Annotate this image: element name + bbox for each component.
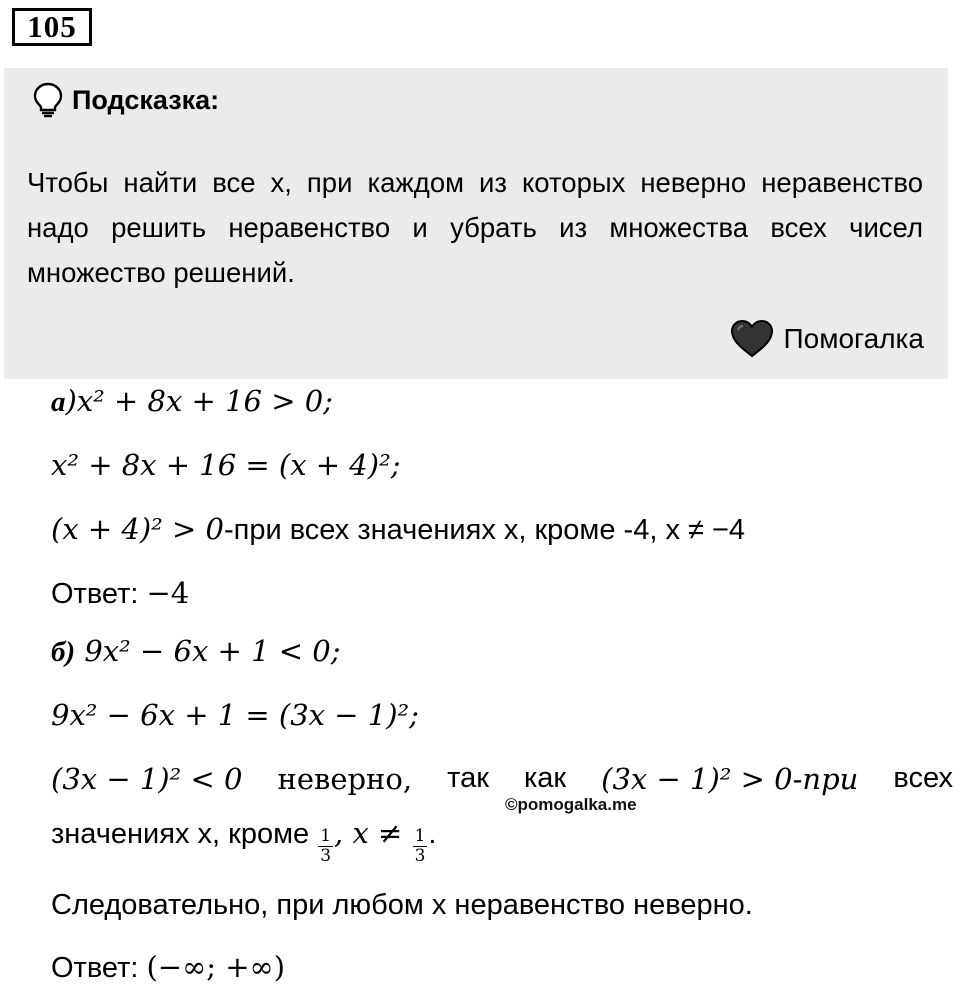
fraction-numerator: 1 [414, 826, 426, 846]
part-b-word: (3x − 1)² < 0 [51, 762, 243, 796]
part-b-label: б) [51, 636, 76, 668]
part-a-line-2 [51, 448, 960, 483]
fraction-denominator: 3 [320, 846, 332, 866]
part-b-word: неверно, [277, 762, 413, 796]
hint-header [32, 82, 219, 118]
part-a-inequality: )x² + 8x + 16 > 0; [65, 384, 333, 418]
part-b-word: всех [893, 762, 953, 794]
part-a-factorization: x² + 8x + 16 = (x + 4)²; [51, 448, 401, 482]
watermark: ©pomogalka.me [505, 795, 637, 814]
part-b-conclusion: Следовательно, при любом x неравенство неверно. [51, 889, 753, 921]
brand-label: Помогалка [783, 323, 924, 354]
part-a-line-3 [51, 512, 960, 547]
fraction-one-third [318, 827, 333, 866]
part-b-line-1 [51, 634, 960, 669]
hint-box [4, 68, 948, 379]
not-equal-sign: , x ≠ [334, 816, 412, 850]
heart-icon [730, 320, 774, 358]
problem-number: 105 [12, 8, 92, 46]
part-a-explanation: -при всех значениях x, кроме -4, x ≠ −4 [223, 514, 746, 546]
period: . [428, 818, 437, 850]
part-a-label: а [51, 386, 66, 418]
part-b-answer [51, 950, 960, 985]
part-b-line-4 [51, 816, 960, 866]
part-b-word: (3x − 1)² > 0-при [601, 762, 859, 796]
brand [730, 320, 924, 358]
part-b-word: как [523, 762, 567, 794]
fraction-denominator: 3 [414, 846, 426, 866]
hint-text: Чтобы найти все x, при каждом из которых неверно неравенство надо решить неравенство и убрать из множества всех чисел множество решений. [27, 167, 923, 288]
lightbulb-icon [32, 82, 64, 118]
part-b-answer-value: (−∞; +∞) [146, 950, 286, 984]
fraction-numerator: 1 [320, 826, 332, 846]
part-a-square-positive: (x + 4)² > 0 [51, 512, 224, 546]
part-b-line-3 [51, 762, 953, 796]
part-a-answer [51, 576, 960, 611]
part-b-line-2 [51, 698, 960, 733]
part-b-answer-label: Ответ: [51, 952, 147, 984]
hint-title: Подсказка: [72, 84, 220, 115]
part-a-answer-label: Ответ: [51, 578, 147, 610]
part-b-word: так [447, 762, 489, 794]
part-b-factorization: 9x² − 6x + 1 = (3x − 1)²; [51, 698, 419, 732]
part-a-answer-value: −4 [146, 576, 190, 610]
fraction-one-third [413, 827, 428, 866]
part-b-inequality: 9x² − 6x + 1 < 0; [75, 634, 341, 668]
part-a-line-1 [51, 384, 960, 419]
part-b-line-4-text: значениях x, кроме [51, 818, 310, 850]
